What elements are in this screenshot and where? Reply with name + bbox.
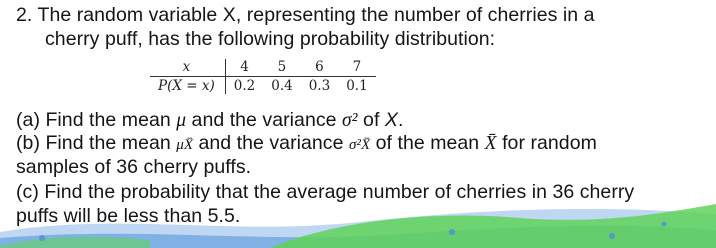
x-value: 5: [277, 59, 287, 75]
problem-number: 2.: [16, 4, 33, 26]
sigma-xbar-symbol: σ²X̄: [348, 137, 371, 153]
intro-text-1: The random variable X, representing the number of cherries in a: [37, 4, 595, 26]
part-b-text: samples of 36 cherry puffs.: [16, 156, 252, 178]
part-b-text: and the variance: [193, 132, 349, 154]
part-c-line-1: [16, 181, 634, 203]
x-value: 4: [225, 59, 263, 77]
mu-xbar-symbol: μX̄: [176, 137, 194, 153]
part-a-text: of: [357, 109, 385, 131]
sigma-squared-symbol: σ²: [342, 110, 358, 131]
part-a-text: (a) Find the mean: [16, 109, 177, 131]
intro-text-2: cherry puff, has the following probability distribution:: [45, 28, 496, 50]
part-b-text: of the mean: [370, 132, 485, 154]
p-value: 0.3: [301, 77, 338, 95]
part-c-line-2: [16, 205, 240, 227]
probability-distribution-table: [150, 59, 376, 94]
table-row-p: [150, 77, 376, 95]
part-b-line-1: [16, 132, 597, 156]
xbar-symbol: X̄: [484, 133, 497, 154]
variable-x: X: [384, 109, 398, 131]
p-value: 0.2: [225, 77, 263, 95]
p-header: P(X = x): [150, 77, 225, 95]
x-value: 7: [352, 59, 362, 75]
p-value: 0.1: [338, 77, 375, 95]
intro-line-2: [45, 28, 495, 50]
intro-line-1: [16, 4, 595, 26]
part-b-line-2: [16, 156, 251, 178]
part-a-text: .: [397, 109, 404, 131]
x-value: 6: [315, 59, 324, 75]
p-value: 0.4: [263, 77, 300, 95]
part-b-text: (b) Find the mean: [16, 132, 177, 154]
part-a: [16, 109, 403, 132]
part-c-text: puffs will be less than 5.5.: [16, 205, 241, 227]
part-c-text: (c) Find the probability that the average number of cherries in 36 cherry: [16, 181, 635, 203]
part-a-text: and the variance: [186, 109, 342, 131]
mu-symbol: μ: [176, 110, 187, 131]
table-row-x: [150, 59, 376, 77]
x-header: x: [182, 59, 191, 75]
part-b-text: for random: [496, 132, 597, 154]
